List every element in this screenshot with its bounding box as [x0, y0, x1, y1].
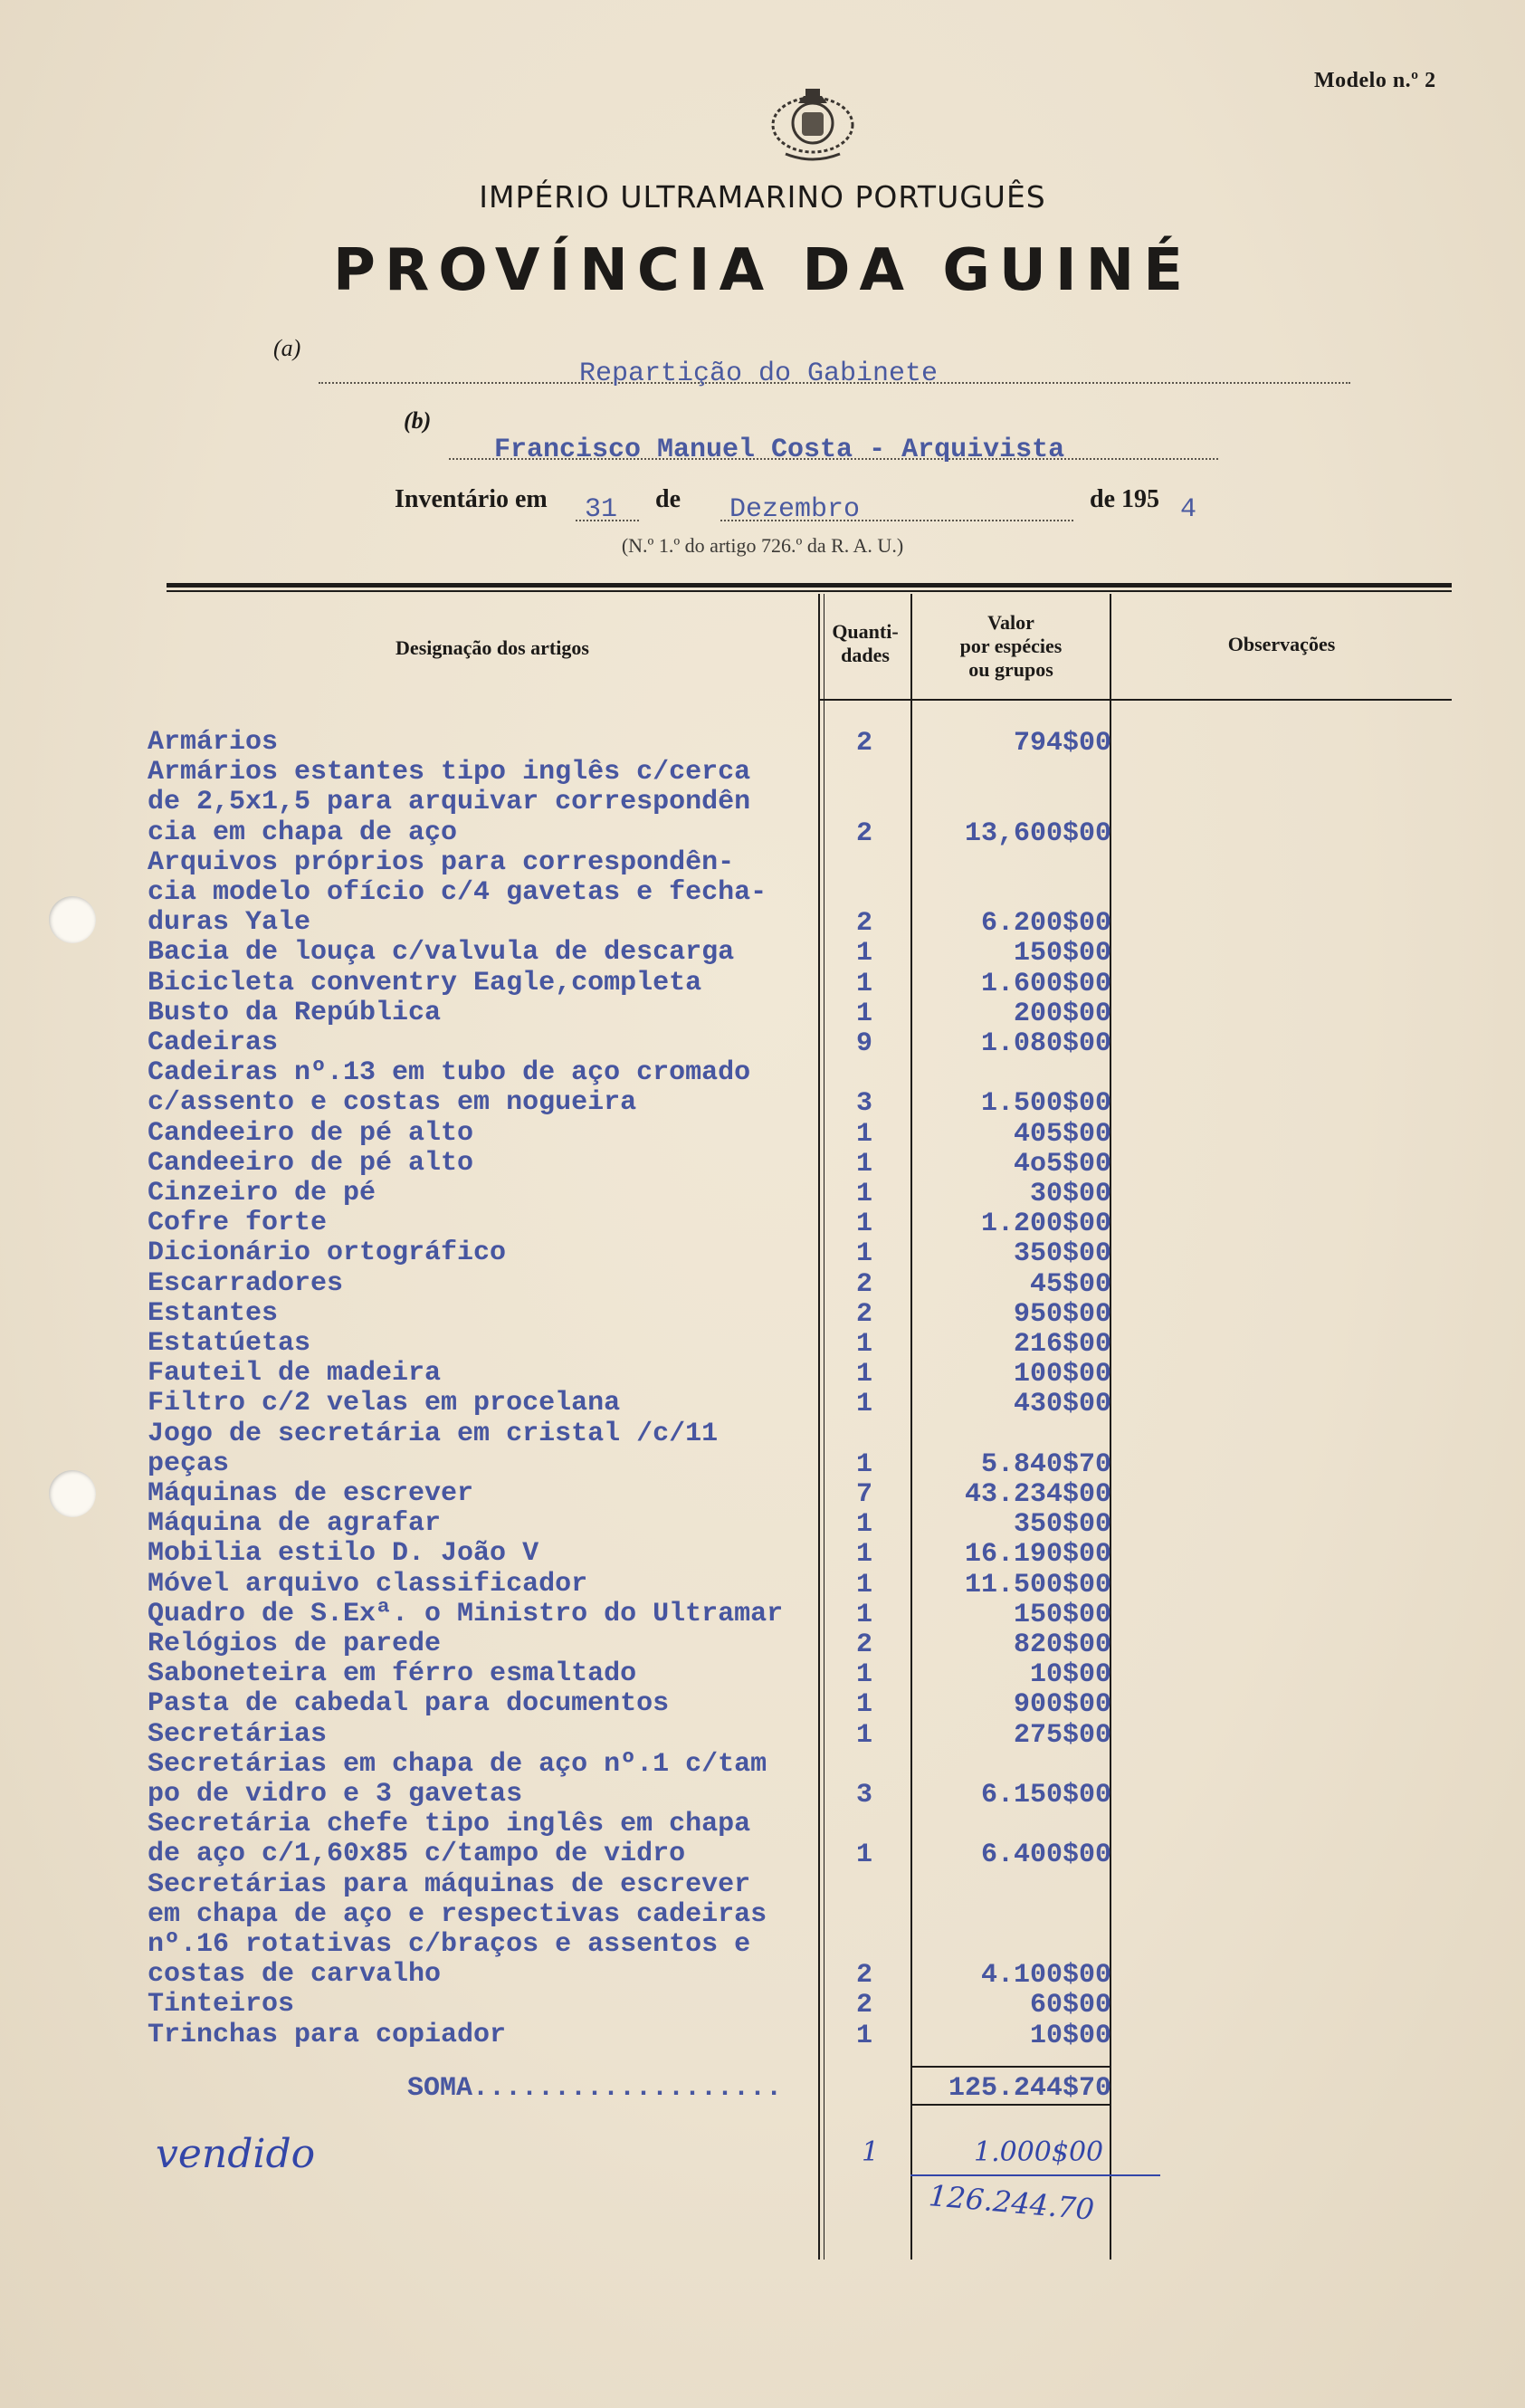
- header-quantity-line1: Quanti-: [832, 620, 899, 643]
- inventory-day: 31: [585, 494, 618, 525]
- row-value: 350$00: [1013, 1238, 1111, 1269]
- inventory-de-1: de: [655, 485, 681, 513]
- row-value: 4.100$00: [980, 1960, 1111, 1991]
- row-quantity: 3: [855, 1780, 872, 1811]
- row-quantity: 1: [855, 1720, 872, 1751]
- row-quantity: 1: [855, 1509, 872, 1540]
- sum-value: 125.244$70: [948, 2073, 1111, 2104]
- row-value: 45$00: [1029, 1269, 1111, 1300]
- province-title: PROVÍNCIA DA GUINÉ: [333, 237, 1192, 304]
- row-quantity: 1: [855, 938, 872, 969]
- header-bottom-rule: [818, 699, 1452, 701]
- row-value: 820$00: [1013, 1629, 1111, 1660]
- row-value: 11.500$00: [964, 1570, 1111, 1601]
- sum-rule: [912, 2066, 1110, 2068]
- row-quantity: 2: [855, 1269, 872, 1300]
- row-designation: po de vidro e 3 gavetas: [148, 1779, 523, 1810]
- row-designation: cia modelo ofício c/4 gavetas e fecha-: [148, 877, 767, 908]
- row-quantity: 1: [855, 1238, 872, 1269]
- header-designation: Designação dos artigos: [396, 636, 589, 659]
- row-designation: Candeeiro de pé alto: [148, 1118, 474, 1149]
- handwritten-sold-note: vendido: [156, 2131, 316, 2177]
- row-quantity: 9: [855, 1028, 872, 1059]
- row-designation: c/assento e costas em nogueira: [148, 1087, 637, 1118]
- punch-hole-bottom: [49, 1470, 96, 1517]
- row-value: 6.150$00: [980, 1780, 1111, 1811]
- column-divider-quantity: [818, 594, 820, 2260]
- row-designation: Tinteiros: [148, 1989, 295, 2020]
- row-value: 6.400$00: [980, 1839, 1111, 1870]
- row-designation: Cofre forte: [148, 1208, 328, 1238]
- row-designation: Secretárias: [148, 1719, 328, 1750]
- row-quantity: 1: [855, 1359, 872, 1390]
- empire-heading: IMPÉRIO ULTRAMARINO PORTUGUÊS: [479, 179, 1046, 215]
- row-quantity: 1: [855, 1209, 872, 1239]
- sum-rule-bottom: [912, 2104, 1110, 2106]
- row-designation: Secretárias em chapa de aço nº.1 c/tam: [148, 1749, 767, 1780]
- row-designation: Máquina de agrafar: [148, 1508, 442, 1539]
- row-designation: Bicicleta conventry Eagle,completa: [148, 968, 702, 999]
- row-value: 1.500$00: [980, 1088, 1111, 1119]
- row-quantity: 3: [855, 1088, 872, 1119]
- row-quantity: 2: [855, 908, 872, 939]
- row-value: 1.200$00: [980, 1209, 1111, 1239]
- row-designation: Máquinas de escrever: [148, 1478, 474, 1509]
- header-value-line3: ou grupos: [968, 658, 1053, 681]
- row-value: 1.600$00: [980, 969, 1111, 999]
- row-value: 900$00: [1013, 1689, 1111, 1720]
- row-designation: duras Yale: [148, 907, 311, 938]
- row-designation: Estantes: [148, 1298, 279, 1329]
- department-field: Repartição do Gabinete: [579, 358, 939, 389]
- row-value: 150$00: [1013, 938, 1111, 969]
- row-designation: Móvel arquivo classificador: [148, 1569, 588, 1600]
- row-designation: Cadeiras: [148, 1027, 279, 1058]
- row-quantity: 2: [855, 728, 872, 759]
- row-designation: em chapa de aço e respectivas cadeiras: [148, 1899, 767, 1930]
- row-value: 794$00: [1013, 728, 1111, 759]
- row-designation: Armários: [148, 727, 279, 758]
- row-designation: cia em chapa de aço: [148, 817, 458, 848]
- row-value: 275$00: [1013, 1720, 1111, 1751]
- row-quantity: 1: [855, 1179, 872, 1209]
- row-value: 16.190$00: [964, 1539, 1111, 1570]
- handwritten-quantity: 1: [862, 2136, 880, 2168]
- row-designation: Relógios de parede: [148, 1629, 442, 1659]
- row-designation: Quadro de S.Exª. o Ministro do Ultramar: [148, 1599, 784, 1629]
- row-quantity: 1: [855, 1329, 872, 1360]
- row-value: 150$00: [1013, 1600, 1111, 1630]
- row-designation: de aço c/1,60x85 c/tampo de vidro: [148, 1839, 686, 1869]
- row-value: 5.840$70: [980, 1449, 1111, 1480]
- sum-label: SOMA...................: [407, 2073, 783, 2104]
- row-designation: Cinzeiro de pé: [148, 1178, 376, 1209]
- row-value: 60$00: [1029, 1990, 1111, 2021]
- row-quantity: 1: [855, 1839, 872, 1870]
- row-designation: Bacia de louça c/valvula de descarga: [148, 937, 735, 968]
- row-value: 30$00: [1029, 1179, 1111, 1209]
- row-value: 405$00: [1013, 1119, 1111, 1150]
- row-designation: Secretária chefe tipo inglês em chapa: [148, 1809, 751, 1839]
- row-designation: nº.16 rotativas c/braços e assentos e: [148, 1929, 751, 1960]
- punch-hole-top: [49, 896, 96, 943]
- row-designation: Armários estantes tipo inglês c/cerca: [148, 757, 751, 788]
- row-value: 200$00: [1013, 999, 1111, 1029]
- handwritten-total: 126.244.70: [927, 2178, 1096, 2227]
- row-designation: Pasta de cabedal para documentos: [148, 1688, 670, 1719]
- inventory-label: Inventário em: [395, 485, 548, 513]
- header-value-line1: Valor: [987, 611, 1034, 634]
- header-value-line2: por espécies: [959, 635, 1063, 657]
- inventory-month: Dezembro: [729, 494, 861, 525]
- row-designation: Jogo de secretária em cristal /c/11: [148, 1419, 719, 1449]
- legal-reference: (N.º 1.º do artigo 726.º da R. A. U.): [621, 534, 904, 557]
- column-divider-value: [910, 594, 912, 2260]
- row-quantity: 1: [855, 1149, 872, 1180]
- row-quantity: 1: [855, 1570, 872, 1601]
- row-quantity: 1: [855, 1389, 872, 1419]
- row-designation: de 2,5x1,5 para arquivar correspondên: [148, 787, 751, 817]
- row-quantity: 1: [855, 1600, 872, 1630]
- row-quantity: 1: [855, 2021, 872, 2051]
- row-designation: Mobilia estilo D. João V: [148, 1538, 539, 1569]
- row-designation: Trinchas para copiador: [148, 2020, 507, 2050]
- row-designation: Saboneteira em férro esmaltado: [148, 1658, 637, 1689]
- row-designation: Arquivos próprios para correspondên-: [148, 847, 735, 878]
- row-value: 216$00: [1013, 1329, 1111, 1360]
- row-quantity: 2: [855, 1629, 872, 1660]
- row-quantity: 1: [855, 999, 872, 1029]
- row-quantity: 1: [855, 1119, 872, 1150]
- row-designation: peças: [148, 1448, 230, 1479]
- row-value: 4o5$00: [1013, 1149, 1111, 1180]
- row-value: 43.234$00: [964, 1479, 1111, 1510]
- coat-of-arms-emblem: [758, 78, 867, 165]
- table-top-rule: [167, 583, 1452, 588]
- row-designation: Secretárias para máquinas de escrever: [148, 1869, 751, 1900]
- responsible-field: Francisco Manuel Costa - Arquivista: [494, 435, 1065, 465]
- inventory-year-prefix: de 195: [1090, 485, 1159, 513]
- row-quantity: 7: [855, 1479, 872, 1510]
- row-designation: Busto da República: [148, 998, 442, 1028]
- row-quantity: 1: [855, 1689, 872, 1720]
- row-designation: Dicionário ortográfico: [148, 1237, 507, 1268]
- table-top-rule-thin: [167, 590, 1452, 592]
- row-quantity: 1: [855, 1659, 872, 1690]
- field-label-a: (a): [273, 335, 301, 361]
- inventory-year-digit: 4: [1180, 494, 1197, 525]
- field-label-b: (b): [404, 407, 432, 434]
- row-value: 950$00: [1013, 1299, 1111, 1330]
- row-value: 10$00: [1029, 1659, 1111, 1690]
- row-quantity: 1: [855, 969, 872, 999]
- row-designation: Filtro c/2 velas em procelana: [148, 1388, 621, 1419]
- row-value: 6.200$00: [980, 908, 1111, 939]
- row-designation: Candeeiro de pé alto: [148, 1148, 474, 1179]
- header-quantity-line2: dades: [841, 644, 890, 666]
- handwritten-value: 1.000$00: [974, 2136, 1104, 2168]
- row-value: 10$00: [1029, 2021, 1111, 2051]
- row-designation: Cadeiras nº.13 em tubo de aço cromado: [148, 1057, 751, 1088]
- row-designation: Estatúetas: [148, 1328, 311, 1359]
- row-value: 350$00: [1013, 1509, 1111, 1540]
- row-quantity: 1: [855, 1539, 872, 1570]
- row-designation: Fauteil de madeira: [148, 1358, 442, 1389]
- row-designation: Escarradores: [148, 1268, 344, 1299]
- row-quantity: 2: [855, 818, 872, 849]
- row-value: 1.080$00: [980, 1028, 1111, 1059]
- row-value: 430$00: [1013, 1389, 1111, 1419]
- row-quantity: 2: [855, 1990, 872, 2021]
- form-model-number: Modelo n.º 2: [1314, 69, 1436, 92]
- row-value: 13,600$00: [964, 818, 1111, 849]
- row-value: 100$00: [1013, 1359, 1111, 1390]
- handwritten-underline: [910, 2174, 1160, 2176]
- header-observations: Observações: [1227, 633, 1336, 655]
- row-quantity: 1: [855, 1449, 872, 1480]
- row-quantity: 2: [855, 1299, 872, 1330]
- row-designation: costas de carvalho: [148, 1959, 442, 1990]
- row-quantity: 2: [855, 1960, 872, 1991]
